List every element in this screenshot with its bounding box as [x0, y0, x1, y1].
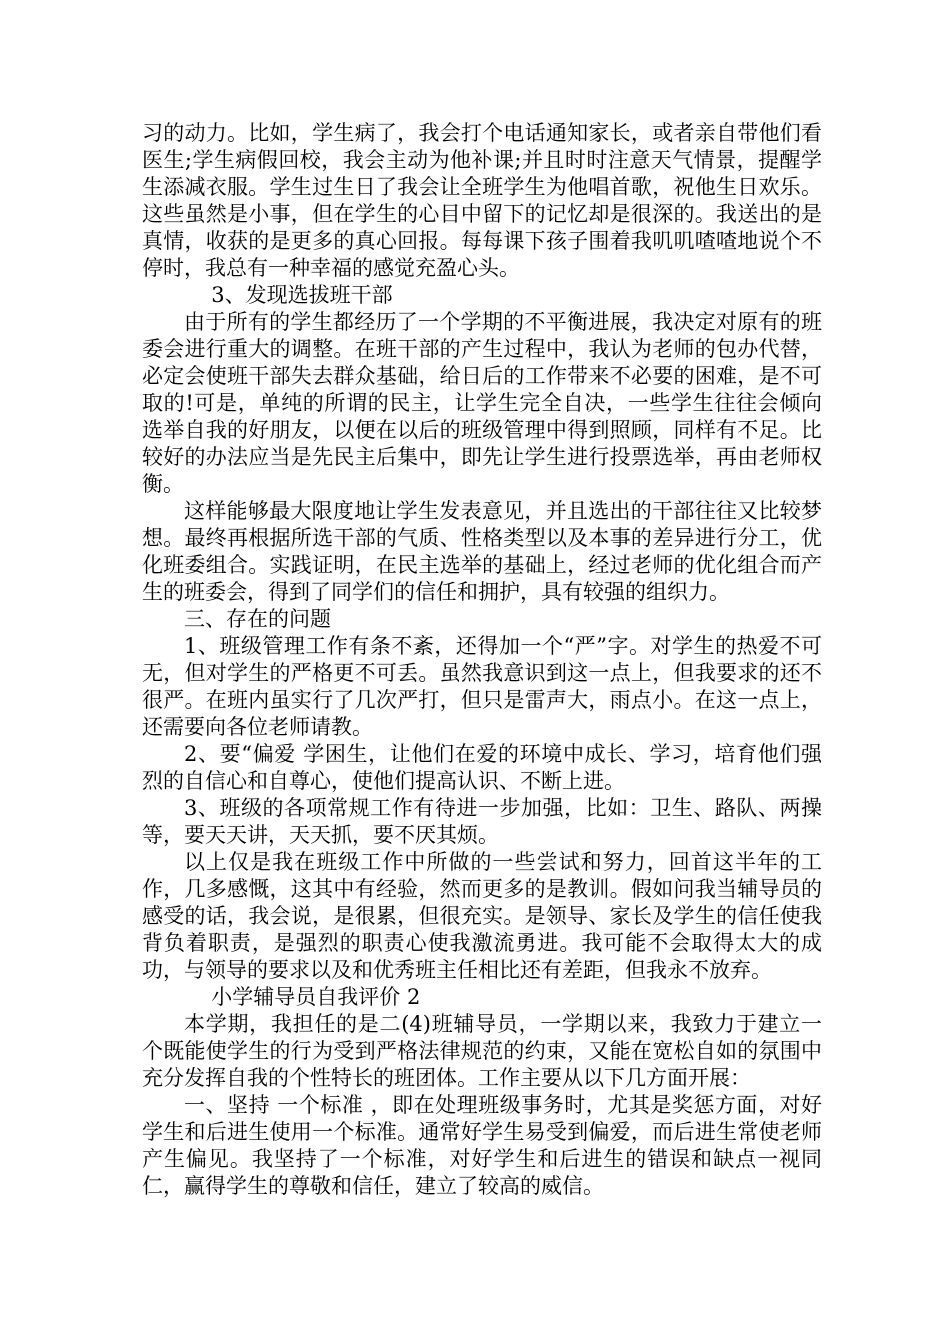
paragraph: 3、班级的各项常规工作有待进一步加强，比如：卫生、路队、两操等，要天天讲，天天抓，要不厌其烦。 [142, 796, 822, 847]
paragraph: 这样能够最大限度地让学生发表意见，并且选出的干部往往又比较梦想。最终再根据所选干部的气质、性格类型以及本事的差异进行分工，优化班委组合。实践证明，在民主选举的基础上，经过老师的优化组合而产生的班委会，得到了同学们的信任和拥护，具有较强的组织力。 [142, 499, 822, 604]
paragraph: 以上仅是我在班级工作中所做的一些尝试和努力，回首这半年的工作，几多感慨，这其中有经验，然而更多的是教训。假如问我当辅导员的感受的话，我会说，是很累，但很充实。是领导、家长及学生的信任使我背负着职责，是强烈的职责心使我激流勇进。我可能不会取得太大的成功，与领导的要求以及和优秀班主任相比还有差距，但我永不放弃。 [142, 850, 822, 982]
paragraph: 习的动力。比如，学生病了，我会打个电话通知家长，或者亲自带他们看医生;学生病假回校，我会主动为他补课;并且时时注意天气情景，提醒学生添减衣服。学生过生日了我会让全班学生为他唱首歌，祝他生日欢乐。这些虽然是小事，但在学生的心目中留下的记忆却是很深的。我送出的是真情，收获的是更多的真心回报。每每课下孩子围着我叽叽喳喳地说个不停时，我总有一种幸福的感觉充盈心头。 [142, 121, 822, 280]
body-text [142, 120, 822, 1200]
paragraph: 2、要“偏爱 学困生，让他们在爱的环境中成长、学习，培育他们强烈的自信心和自尊心，使他们提高认识、不断上进。 [142, 742, 822, 793]
paragraph: 一、坚持 一个标准 ，即在处理班级事务时，尤其是奖惩方面，对好学生和后进生使用一个标准。通常好学生易受到偏爱，而后进生常使老师产生偏见。我坚持了一个标准，对好学生和后进生的错误和缺点一视同仁，赢得学生的尊敬和信任，建立了较高的威信。 [142, 1093, 822, 1198]
paragraph: 本学期，我担任的是二(4)班辅导员，一学期以来，我致力于建立一个既能使学生的行为受到严格法律规范的约束，又能在宽松自如的氛围中充分发挥自我的个性特长的班团体。工作主要从以下几方面开展： [142, 1012, 822, 1090]
paragraph: 由于所有的学生都经历了一个学期的不平衡进展，我决定对原有的班委会进行重大的调整。在班干部的产生过程中，我认为老师的包办代替，必定会使班干部失去群众基础，给日后的工作带来不必要的困难，是不可取的!可是，单纯的所谓的民主，让学生完全自决，一些学生往往会倾向选举自我的好朋友，以便在以后的班级管理中得到照顾，同样有不足。比较好的办法应当是先民主后集中，即先让学生进行投票选举，再由老师权衡。 [142, 310, 822, 496]
section-heading: 3、发现选拔班干部 [211, 283, 393, 307]
document-title: 小学辅导员自我评价 2 [211, 985, 421, 1009]
paragraph: 1、班级管理工作有条不紊，还得加一个“严”字。对学生的热爱不可无，但对学生的严格更不可丢。虽然我意识到这一点上，但我要求的还不很严。在班内虽实行了几次严打，但只是雷声大，雨点小。在这一点上，还需要向各位老师请教。 [142, 634, 822, 739]
section-heading: 三、存在的问题 [184, 607, 331, 631]
